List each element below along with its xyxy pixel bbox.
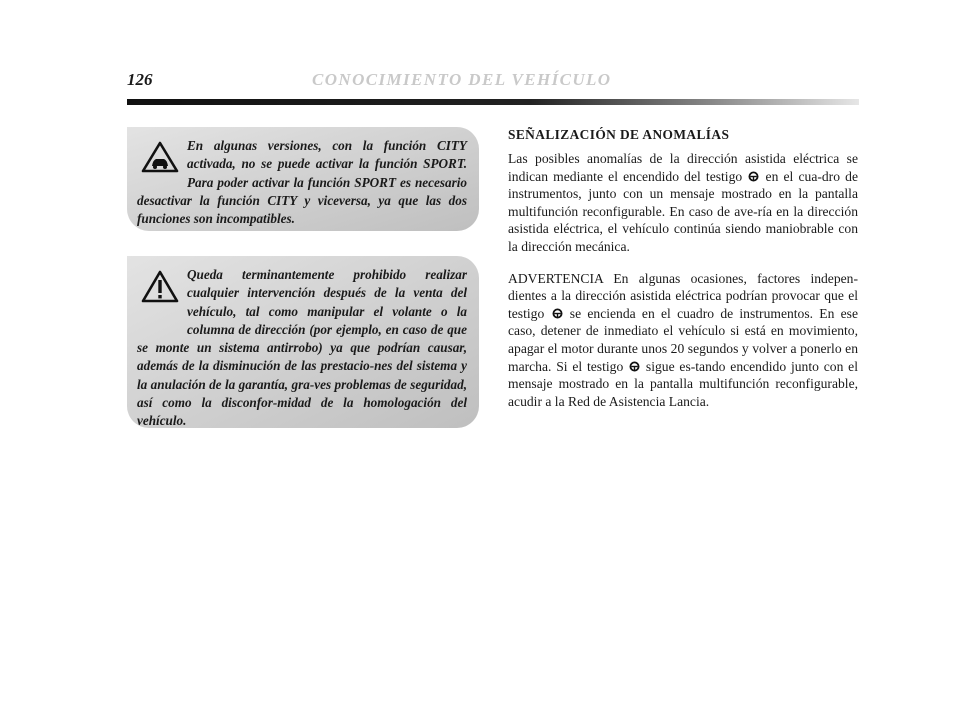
notice-box-city-sport [127, 127, 479, 231]
car-skid-warning-icon [141, 141, 179, 175]
steering-wheel-warning-icon [748, 169, 759, 180]
steering-wheel-warning-icon [629, 359, 640, 370]
page-number: 126 [127, 70, 153, 89]
notice-paragraph [137, 137, 467, 228]
notice-text: Queda terminantemente prohibido realizar cualquier intervención después de la venta del vehículo, tal como manipular el volante o la columna de dirección (por ejemplo, en caso de que se monte un sistema antirrobo) ya que podrían causar, además de la disminución de las prestacio-nes del sistema y la anulación de la garantía, gra-ves problemas de seguridad, así como la disconfor-midad de la homologación del vehículo. [137, 267, 467, 429]
main-text-column [508, 126, 858, 424]
exclamation-warning-icon [141, 270, 179, 322]
paragraph-warning: ADVERTENCIA En algunas ocasiones, factores indepen-dientes a la dirección asistida eléctrica podrían provocar que el testigo se encienda en el cuadro de instrumentos. En ese caso, detener de inmediato el vehículo si está en movimiento, apagar el motor durante unos 20 segundos y volver a ponerlo en marcha. Si el testigo sigue es-tando encendido junto con el mensaje mostrado en la pantalla multifunción reconfigurable, acudir a la Red de Asistencia Lancia. [508, 270, 859, 409]
section-heading: SEÑALIZACIÓN DE ANOMALÍAS [508, 127, 730, 142]
page-title: CONOCIMIENTO DEL VEHÍCULO [312, 70, 612, 89]
header-rule [127, 99, 859, 105]
notice-text: En algunas versiones, con la función CITY activada, no se puede activar la función SPORT. Para poder activar la función SPORT es necesario desactivar la función CITY y viceversa, ya que las dos funciones son incompatibles. [137, 138, 467, 227]
notice-box-steering-prohibited [127, 256, 479, 428]
paragraph-anomalies: Las posibles anomalías de la dirección asistida eléctrica se indican mediante el encendido del testigo en el cua-dro de instrumentos, junto con un mensaje mostrado en la pantalla multifunción reconfigurable. En caso de ave-ría en la dirección asistida eléctrica, el vehículo continúa siendo maniobrable con la dirección mecánica. [508, 151, 859, 254]
steering-wheel-warning-icon [552, 306, 563, 317]
notice-paragraph [137, 266, 467, 431]
page-header [127, 70, 867, 94]
